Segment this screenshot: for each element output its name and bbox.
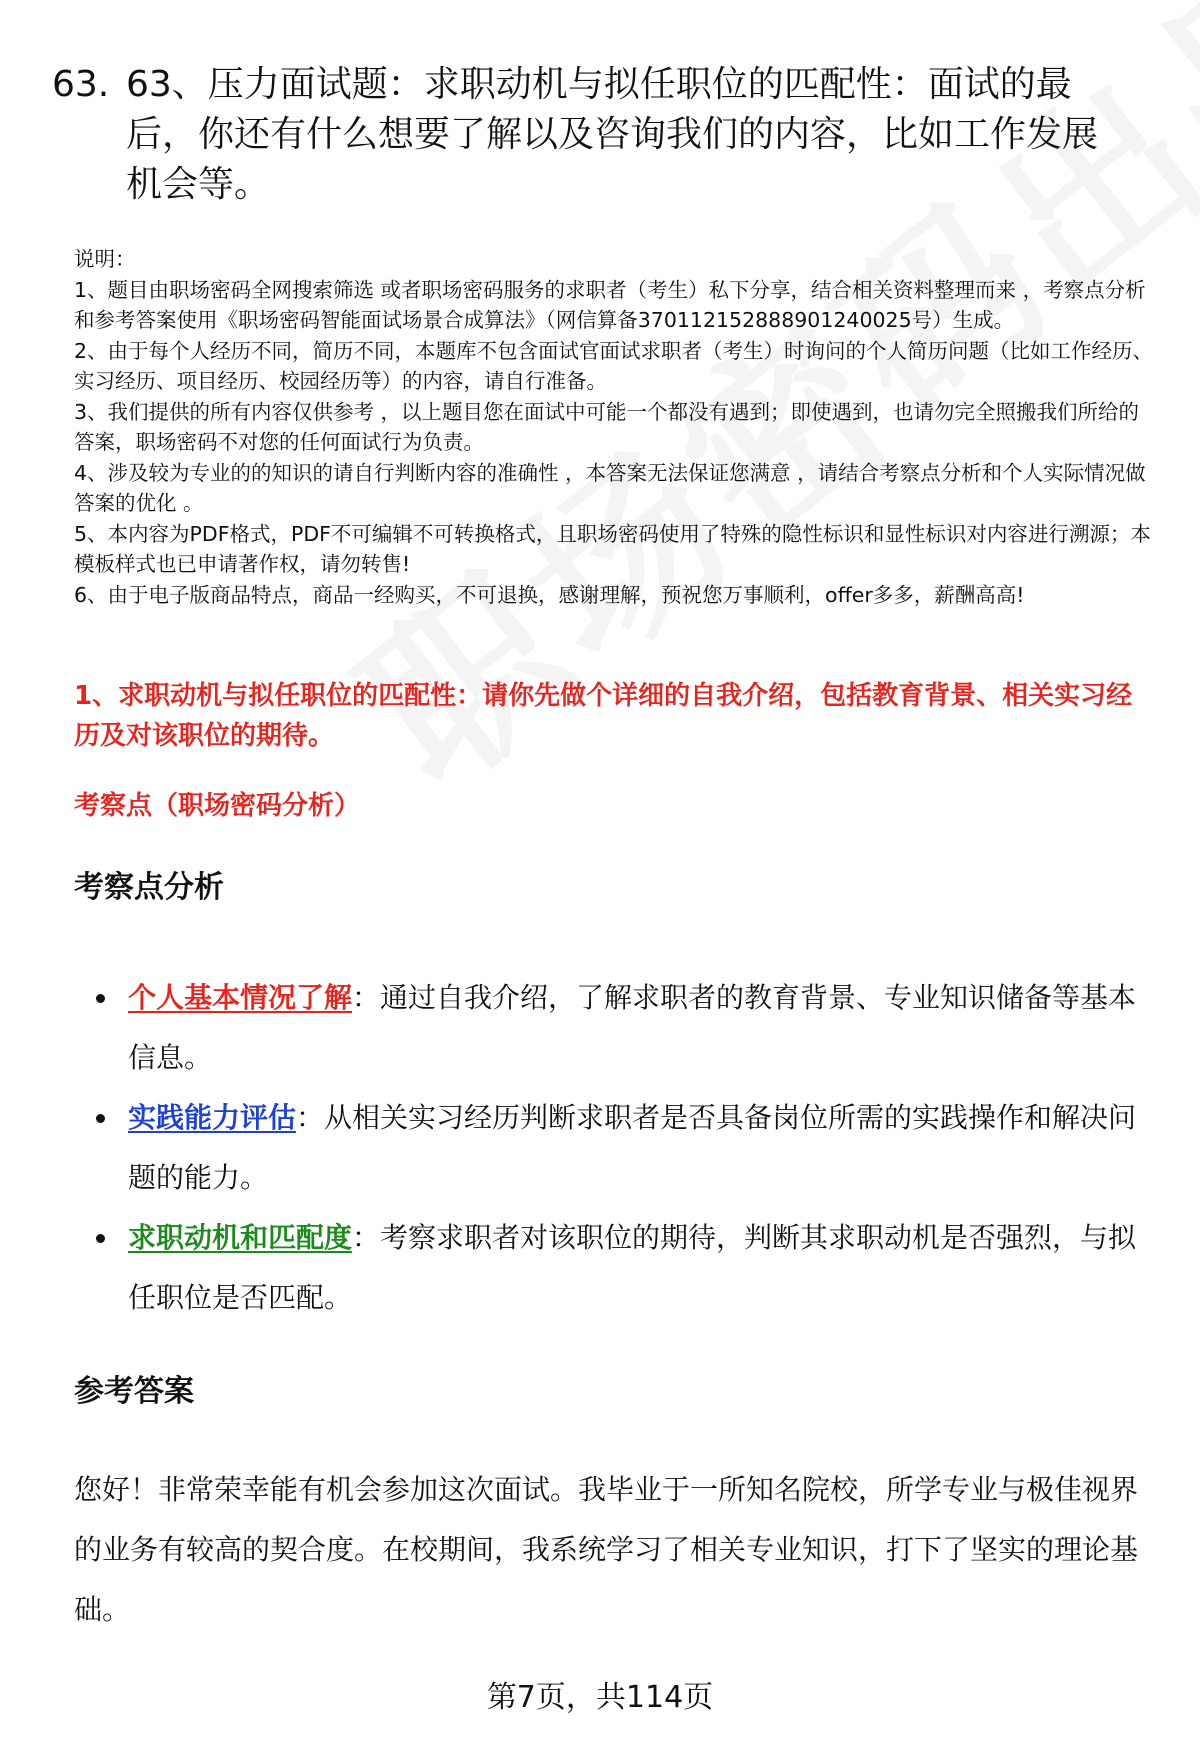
analysis-list [96, 968, 1156, 1328]
bullet-text: ：通过自我介绍，了解求职者的教育背景、专业知识储备等基本信息。 [128, 981, 1137, 1074]
question-title [52, 60, 1132, 210]
notes-item: 1、题目由职场密码全网搜索筛选 或者职场密码服务的求职者（考生）私下分享，结合相关资料整理而来 ，考察点分析和参考答案使用《职场密码智能面试场景合成算法》（网信算备370112152888901240025号）生成。 [74, 277, 1146, 332]
bullet-text: ：从相关实习经历判断求职者是否具备岗位所需的实践操作和解决问题的能力。 [128, 1101, 1137, 1194]
answer-text: 您好！非常荣幸能有机会参加这次面试。我毕业于一所知名院校，所学专业与极佳视界的业务有较高的契合度。在校期间，我系统学习了相关专业知识，打下了坚实的理论基础。 [74, 1473, 1139, 1626]
list-item [96, 1088, 1156, 1208]
keyword-basic-info: 个人基本情况了解 [128, 981, 353, 1014]
notes-item: 3、我们提供的所有内容仅供参考 ，以上题目您在面试中可能一个都没有遇到；即使遇到，也请勿完全照搬我们所给的答案，职场密码不对您的任何面试行为负责。 [74, 399, 1140, 454]
list-item [96, 1208, 1156, 1328]
question-number: 63. [52, 64, 110, 105]
bullet-dot [96, 1114, 105, 1123]
notes-item: 2、由于每个人经历不同，简历不同，本题库不包含面试官面试求职者（考生）时询问的个人简历问题（比如工作经历、实习经历、项目经历、校园经历等）的内容，请自行准备。 [74, 338, 1154, 393]
list-item [96, 968, 1156, 1088]
bullet-dot [96, 1234, 105, 1243]
sub-question: 1、求职动机与拟任职位的匹配性：请你先做个详细的自我介绍，包括教育背景、相关实习经历及对该职位的期待。 [74, 681, 1133, 751]
keyword-motivation-match: 求职动机和匹配度 [128, 1221, 353, 1254]
notes-heading: 说明： [74, 247, 136, 271]
question-text: 63、压力面试题：求职动机与拟任职位的匹配性：面试的最后，你还有什么想要了解以及咨询我们的内容，比如工作发展机会等。 [126, 64, 1099, 205]
notes-item: 5、本内容为PDF格式，PDF不可编辑不可转换格式，且职场密码使用了特殊的隐性标识和显性标识对内容进行溯源；本模板样式也已申请著作权，请勿转售! [74, 521, 1151, 576]
keyword-practice-ability: 实践能力评估 [128, 1101, 297, 1134]
exam-point-label: 考察点（职场密码分析） [74, 791, 361, 821]
notes-item: 4、涉及较为专业的的知识的请自行判断内容的准确性 ，本答案无法保证您满意 ，请结合考察点分析和个人实际情况做答案的优化 。 [74, 460, 1146, 515]
answer-heading: 参考答案 [74, 1374, 194, 1409]
notes-item: 6、由于电子版商品特点，商品一经购买，不可退换，感谢理解，预祝您万事顺利，offer多多，薪酬高高! [74, 582, 1025, 607]
disclaimer-notes [74, 244, 1154, 610]
page-footer: 第7页，共114页 [486, 1680, 714, 1715]
analysis-heading: 考察点分析 [74, 870, 224, 905]
bullet-text: ：考察求职者对该职位的期待，判断其求职动机是否强烈，与拟任职位是否匹配。 [128, 1221, 1137, 1314]
bullet-dot [96, 994, 105, 1003]
